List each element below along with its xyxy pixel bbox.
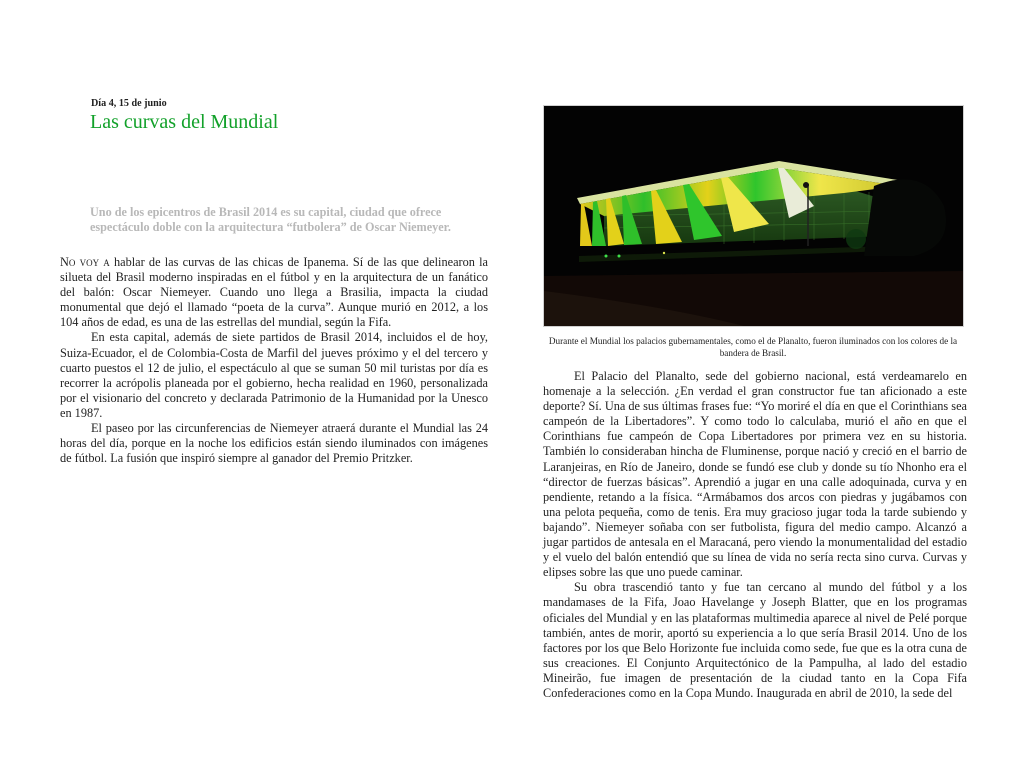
article-date: Día 4, 15 de junio <box>91 97 167 109</box>
paragraph <box>60 255 488 330</box>
photo-caption: Durante el Mundial los palacios gubernamentales, como el de Planalto, fueron iluminados con los colores de la bandera de Brasil. <box>548 336 958 358</box>
article-title: Las curvas del Mundial <box>90 111 279 133</box>
paragraph: El Palacio del Planalto, sede del gobierno nacional, está verdeamarelo en homenaje a la selección. ¿En verdad el gran constructor fue tan aficionado a este deporte? Sí. Una de sus últimas frases fue: “Yo moriré el día en que el Corinthians sea campeón de la Libertadores”. Y como todo lo calculaba, murió el año en que el Corinthians fue campeón de Copa Libertadores por primera vez en su historia. También lo consideraban hincha de Fluminense, porque nació y creció en el barrio de Laranjeiras, en Río de Janeiro, donde se fundó ese club y donde su tío Nhonho era el “director de fuerzas básicas”. Aprendió a jugar en una calle adoquinada, curva y en pendiente, retando a la física. “Armábamos dos arcos con piedras y jugábamos con una pelota pequeña, como de tenis. Era muy gracioso jugar toda la tarde subiendo y bajando”. Niemeyer soñaba con ser futbolista, figura del medio campo. Alcanzó a jugar partidos de antesala en el Maracaná, pero viendo la monumentalidad del estadio y el vuelo del balón entendió que su línea de vida no sería recta sino curva. Curvas y elipses sobre las que uno puede caminar. <box>543 369 967 580</box>
paragraph-text: hablar de las curvas de las chicas de Ipanema. Sí de las que delinearon la silueta del Brasil moderno inspiradas en el fútbol y en la arquitectura de un fanático del balón: Oscar Niemeyer. Cuando uno llega a Brasilia, impacta la ciudad monumental que dejó el llamado “poeta de la curva”. Aunque murió en 2012, a los 104 años de edad, es una de las estrellas del mundial, según la Fifa. <box>60 255 488 330</box>
opening-smallcaps: No voy a <box>60 255 110 269</box>
paragraph: En esta capital, además de siete partidos de Brasil 2014, incluidos el de hoy, Suiza-Ecuador, el de Colombia-Costa de Marfil del jueves próximo y el del tercero y cuarto puestos el 12 de julio, el espectáculo al que se suman 50 mil turistas por día es recorrer la acrópolis planeada por el gobierno, hecha realidad en 1960, personalizada por el visionario del concreto y declarada Patrimonio de la Humanidad por la Unesco en 1987. <box>60 330 488 420</box>
left-column <box>60 255 488 466</box>
article-lead: Uno de los epicentros de Brasil 2014 es su capital, ciudad que ofrece espectáculo doble con la arquitectura “futbolera” de Oscar Niemeyer. <box>90 205 451 234</box>
planalto-photo <box>543 105 964 327</box>
planalto-illustration <box>544 106 963 326</box>
paragraph: Su obra trascendió tanto y fue tan cercano al mundo del fútbol y a los mandamases de la Fifa, Joao Havelange y Joseph Blatter, que en los programas oficiales del Mundial y en las plataformas multimedia aparece al nivel de Pelé porque también, antes de morir, aportó su experiencia a lo que sería Brasil 2014. Uno de los factores por los que Belo Horizonte fue incluida como sede, fue que es la otra cuna de sus creaciones. El Conjunto Arquitectónico de la Pampulha, al lado del estadio Mineirão, fue imagen de presentación de la ciudad tanto en la Copa Fifa Confederaciones como en la Copa Mundo. Inaugurada en abril de 2010, la sede del <box>543 580 967 700</box>
right-column <box>543 369 967 701</box>
paragraph: El paseo por las circunferencias de Niemeyer atraerá durante el Mundial las 24 horas del día, porque en la noche los edificios están siendo iluminados con imágenes de fútbol. La fusión que inspiró siempre al ganador del Premio Pritzker. <box>60 421 488 466</box>
